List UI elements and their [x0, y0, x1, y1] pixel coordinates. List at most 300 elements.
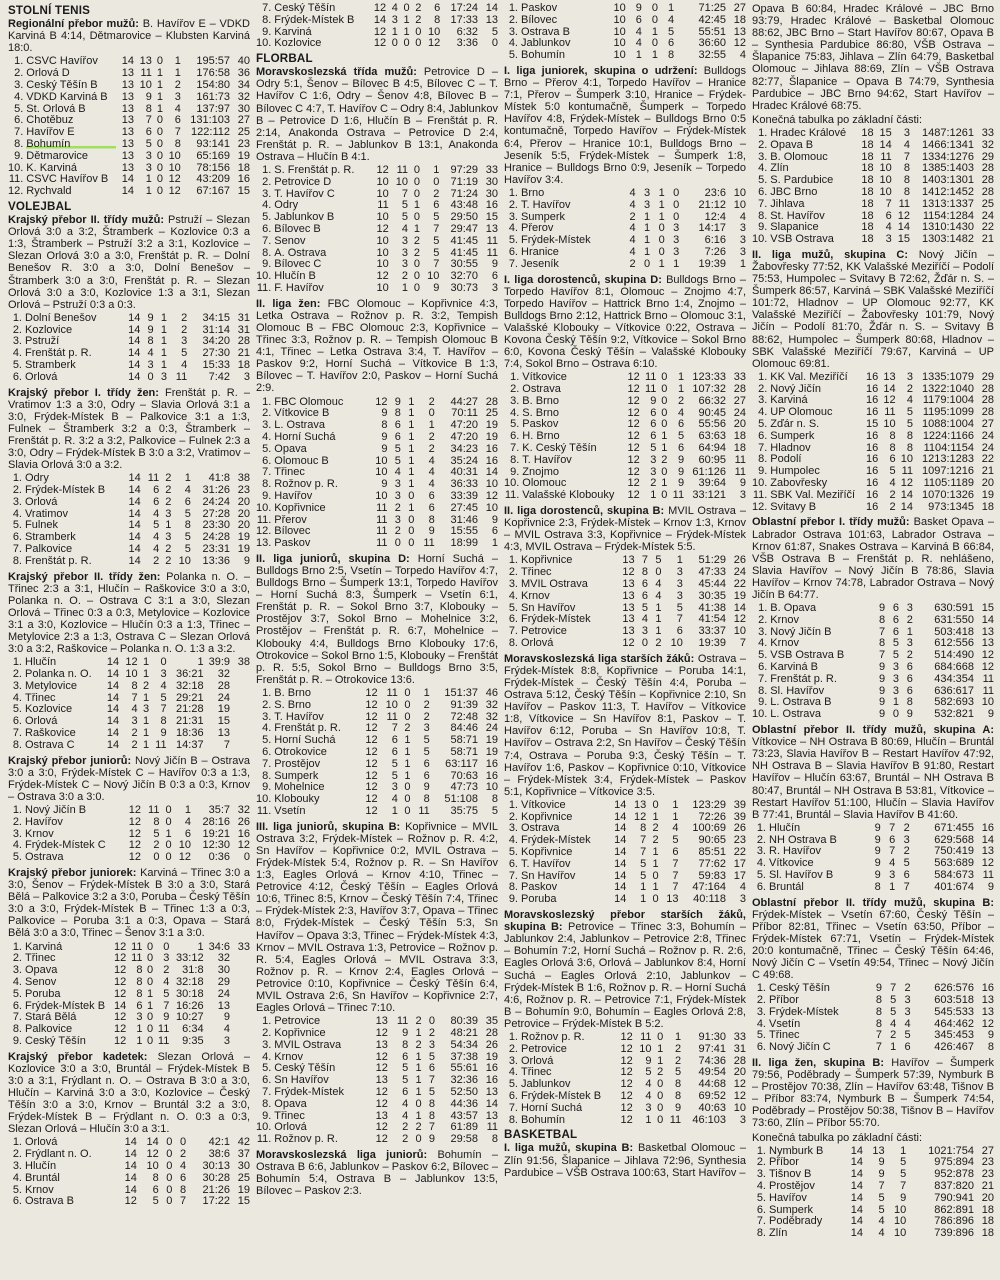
- cell-team: Bruntál: [769, 881, 804, 893]
- cell-score: 35:24: [450, 454, 478, 467]
- cell-number: 6: [889, 453, 896, 466]
- cell-number: 0: [147, 1011, 154, 1024]
- table-row: [8, 728, 250, 740]
- cell-number: 4: [153, 531, 160, 544]
- cell-team: Opava: [274, 443, 307, 455]
- cell-number: 1: [403, 25, 410, 38]
- cell-score: 61:89: [450, 1121, 478, 1134]
- cell-number: 5: [889, 465, 896, 478]
- cell-number: 6: [423, 769, 430, 782]
- cell-team: Český Těšín: [769, 983, 830, 995]
- cell-score: 750:419: [934, 845, 974, 858]
- cell-points: 25: [981, 197, 994, 210]
- cell-number: 2: [906, 649, 913, 662]
- cell-number: 6: [394, 430, 401, 443]
- cell-team: Krnov: [770, 614, 800, 626]
- cell-number: 7: [875, 1029, 882, 1042]
- cell-number: 14: [900, 500, 913, 513]
- cell-number: 1: [675, 1031, 682, 1043]
- cell-team: Český Těšín: [274, 3, 336, 14]
- cell-team: Hranice: [521, 246, 559, 258]
- cell-number: 14: [614, 810, 627, 823]
- cell-number: 0: [408, 513, 415, 526]
- cell-team: Třinec: [274, 467, 305, 479]
- cell-number: 12: [365, 793, 378, 806]
- cell-number: 2: [650, 477, 657, 490]
- cell-points: 34: [237, 78, 250, 91]
- cell-points: 20: [981, 1191, 994, 1204]
- cell-number: 15: [879, 126, 892, 139]
- cell-rank: 7.: [12, 543, 22, 555]
- cell-points: 15: [485, 211, 498, 224]
- cell-points: 21: [981, 233, 994, 246]
- cell-rank: 4.: [12, 839, 22, 852]
- cell-score: 71:25: [698, 2, 726, 14]
- cell-number: 2: [404, 722, 411, 735]
- table-row: [752, 709, 994, 721]
- cell-number: 8: [145, 102, 152, 115]
- cell-number: 16: [866, 477, 879, 490]
- cell-rank: 5.: [12, 358, 22, 371]
- cell-number: 2: [661, 453, 668, 466]
- cell-team: L. Ostrava: [274, 420, 326, 432]
- cell-number: 5: [890, 1005, 897, 1018]
- standings-table: [504, 555, 746, 649]
- cell-score: 85:51: [698, 846, 726, 859]
- cell-team: Frýdek-Místek: [769, 1006, 839, 1018]
- cell-points: 13: [485, 223, 498, 236]
- cell-number: 14: [373, 13, 387, 26]
- cell-points: 11: [486, 1121, 498, 1134]
- cell-number: 12: [620, 1031, 633, 1043]
- cell-number: 14: [850, 1156, 863, 1169]
- cell-number: 3: [401, 234, 409, 247]
- cell-number: 4: [402, 1097, 409, 1110]
- table-row: [752, 615, 994, 627]
- cell-number: 9: [645, 1054, 652, 1067]
- cell-number: 1: [197, 656, 204, 669]
- cell-rank: 2.: [508, 13, 518, 26]
- cell-number: 1: [160, 323, 167, 336]
- results-paragraph: [752, 249, 994, 370]
- standings-table: [8, 942, 250, 1048]
- cell-team: Prostějov: [769, 1181, 815, 1193]
- table-row: [752, 1193, 994, 1205]
- table-row: [8, 556, 250, 568]
- cell-number: 2: [423, 710, 430, 723]
- cell-team: Jihlava: [770, 198, 805, 210]
- cell-number: 14: [850, 1180, 863, 1193]
- table-row: [752, 490, 994, 502]
- cell-score: 1224:1166: [922, 429, 974, 442]
- cell-score: 64:94: [698, 442, 726, 455]
- cell-points: 14: [485, 1097, 498, 1110]
- cell-points: 42: [237, 1136, 250, 1149]
- cell-number: 14: [128, 554, 141, 567]
- cell-number: 10: [385, 698, 398, 711]
- cell-number: 9: [879, 602, 886, 615]
- cell-number: 10: [375, 489, 388, 502]
- cell-number: 9: [381, 478, 388, 491]
- cell-number: 12: [114, 1023, 127, 1036]
- cell-number: 4: [629, 245, 636, 258]
- table-row: [752, 1042, 994, 1054]
- cell-number: 11: [898, 197, 911, 210]
- cell-score: 631:550: [934, 613, 974, 626]
- results-text: Petrovice – Třinec 3:3, Bohumín – Jablunkov 2:4, Jablunkov – Petrovice 2:8, Třinec – Bohumín 7:2, Horní Suchá – Rožnov p. R. 2:6, Eagles Orlová 3:6, Orlová – Jablunkov 8:4, Horní Suchá – Eagles Orlová 2:10, Jablunkov – Frýdek-Místek B 1:6, Rožnov p. R. – Horní Suchá 4:6, Rožnov p. R. – Petrovice 7:1, Frýdek-Místek B – Bohumín 9:0, Bohumín – Eagles Orlová 2:8, Petrovice – Frýdek-Místek B 5:2.: [504, 921, 746, 1030]
- cell-score: 44:27: [450, 395, 478, 408]
- competition-name: Krajský přebor kadetek:: [8, 1050, 148, 1063]
- cell-number: 10: [879, 174, 892, 187]
- cell-number: 2: [906, 613, 913, 626]
- cell-rank: 11.: [256, 282, 272, 294]
- cell-number: 12: [375, 395, 388, 408]
- cell-number: 12: [376, 270, 389, 283]
- cell-score: 630:591: [934, 602, 974, 615]
- cell-number: 9: [874, 845, 881, 858]
- competition-name: Krajský přebor II. třídy mužů:: [8, 214, 164, 227]
- cell-number: 2: [401, 270, 409, 283]
- cell-number: 13: [633, 798, 647, 811]
- cell-number: 0: [403, 37, 410, 50]
- cell-number: 6: [433, 199, 440, 212]
- cell-rank: 6.: [758, 185, 768, 198]
- cell-rank: 2.: [508, 566, 518, 579]
- cell-number: 1: [413, 199, 421, 212]
- results-text: Nový Jičín – Žabovřesky 77:52, KK Valašské Meziříčí – Podolí 75:53, Humpolec – Svitavy B 72:62, Žďár n. S. – Šumperk 86:57, Karviná – SBK Valašské Meziříčí 101:72, Hladnov – UP Olomouc 92:77, KK Valašské Meziříčí – Žabovřesky 101:79, Nový Jičín – Podolí 81:70, Žďár n. S. – Svitavy B 88:62, Humpolec – Šumperk 80:68, Hladnov – SBK Valašské Meziříčí 79:67, Karviná – UP Olomouc 69:81.: [752, 248, 994, 370]
- cell-rank: 2.: [758, 613, 768, 626]
- cell-rank: 8.: [508, 1113, 518, 1126]
- table-row: [256, 38, 498, 50]
- cell-score: 122:112: [191, 126, 230, 139]
- cell-number: 12: [124, 1195, 137, 1208]
- cell-team: Orlová: [25, 1137, 58, 1149]
- cell-score: 837:820: [934, 1180, 974, 1193]
- cell-number: 9: [677, 477, 685, 490]
- cell-number: 1: [650, 489, 657, 502]
- cell-points: 30: [237, 102, 250, 115]
- cell-team: Brno: [521, 187, 545, 199]
- cell-points: 9: [243, 554, 250, 567]
- cell-score: 24:28: [202, 531, 230, 544]
- cell-number: 18: [861, 150, 874, 163]
- cell-number: 11: [640, 1031, 652, 1043]
- cell-team: Odry: [25, 473, 49, 485]
- cell-number: 0: [166, 1171, 173, 1184]
- cell-number: 1: [401, 282, 409, 294]
- cell-score: 21:12: [698, 198, 726, 211]
- cell-rank: 9.: [262, 258, 272, 271]
- cell-number: 10: [883, 418, 896, 431]
- standings-table: [256, 1016, 498, 1146]
- cell-number: 1: [677, 383, 685, 396]
- cell-points: 11: [982, 672, 994, 685]
- cell-points: 32: [237, 90, 250, 103]
- cell-number: 6: [641, 589, 649, 602]
- cell-team: Šumperk: [521, 211, 566, 223]
- cell-number: 10: [376, 234, 389, 247]
- cell-team: Vratimov: [25, 508, 68, 520]
- cell-number: 9: [423, 781, 430, 794]
- cell-number: 12: [620, 1054, 633, 1067]
- cell-points: 16: [485, 757, 498, 770]
- cell-number: 2: [181, 311, 188, 324]
- cell-rank: 3.: [756, 1168, 766, 1181]
- cell-team: St. Orlová B: [26, 103, 86, 115]
- cell-team: Mohelnice: [274, 782, 325, 794]
- cell-points: 14: [981, 833, 994, 846]
- table-row: [256, 700, 498, 712]
- cell-number: 2: [153, 554, 160, 567]
- cell-rank: 5.: [758, 649, 768, 662]
- results-text: Bulldogs Brno – Přerov 4:1, Torpedo Havířov – Hranice 7:1, Přerov – Šumperk 3:10, Hranice – Frýdek-Místek 5:0 kontumačně, Šumperk – Torpedo Havířov 4:8, Frýdek-Místek – Bulldogs Brno 0:5 kontumačně, Torpedo Havířov – Frýdek-Místek 6:4, Přerov – Hranice 10:1, Bulldogs Brno – Jeseník 5:5, Frýdek-Místek – Šumperk 1:8, Hranice – Bulldogs Brno 0:9, Jeseník – Torpedo Havířov 3:4.: [504, 64, 746, 186]
- sport-heading-basketbal: BASKETBAL: [504, 1128, 578, 1142]
- cell-team: CSVČ Havířov B: [26, 174, 109, 186]
- cell-points: 3: [243, 370, 250, 383]
- cell-rank: 3.: [508, 210, 518, 223]
- cell-number: 12: [627, 453, 640, 466]
- cell-number: 9: [381, 442, 388, 455]
- cell-number: 2: [890, 1029, 897, 1042]
- cell-number: 12: [627, 477, 640, 490]
- cell-points: 19: [733, 589, 746, 602]
- cell-number: 10: [146, 1159, 159, 1172]
- cell-rank: 4.: [758, 162, 768, 175]
- cell-number: 2: [179, 1148, 187, 1161]
- cell-team: H. Brno: [522, 431, 560, 443]
- cell-number: 4: [428, 454, 435, 467]
- cell-number: 4: [635, 25, 642, 38]
- table-row: [504, 579, 746, 591]
- cell-team: Frýdek-Místek C: [25, 840, 106, 852]
- table-row: [8, 1196, 250, 1208]
- competition-name: I. liga mužů, skupina B:: [504, 1142, 634, 1155]
- cell-rank: 8.: [12, 1023, 22, 1036]
- cell-points: 28: [981, 394, 994, 407]
- cell-score: 32:18: [176, 975, 204, 988]
- table-row: [504, 396, 746, 408]
- cell-team: Humpolec: [770, 466, 820, 478]
- cell-points: 19: [237, 531, 250, 544]
- cell-score: 41:38: [698, 601, 726, 614]
- table-row: [8, 139, 250, 151]
- cell-number: 12: [168, 185, 181, 198]
- cell-number: 8: [153, 815, 160, 828]
- cell-team: Znojmo: [522, 466, 559, 478]
- table-row: [256, 177, 498, 189]
- cell-number: 5: [402, 1074, 409, 1087]
- cell-number: 5: [433, 211, 440, 224]
- cell-score: 54:34: [450, 1038, 478, 1051]
- cell-number: 8: [903, 174, 911, 187]
- cell-points: 7: [739, 636, 746, 649]
- cell-score: 31:8: [182, 964, 204, 977]
- cell-team: Paskov: [274, 538, 311, 550]
- standings-table: [256, 397, 498, 550]
- cell-rank: 9.: [262, 1109, 272, 1122]
- cell-number: 6: [184, 495, 191, 508]
- cell-points: 4: [739, 210, 746, 223]
- cell-number: 1: [404, 745, 411, 758]
- cell-number: 14: [614, 857, 627, 870]
- cell-team: Jablunkov: [521, 1079, 571, 1091]
- cell-score: 27:45: [450, 501, 478, 514]
- table-row: [8, 852, 250, 864]
- cell-number: 7: [890, 982, 897, 995]
- cell-number: 0: [413, 164, 421, 177]
- cell-number: 4: [401, 223, 409, 236]
- cell-number: 6: [402, 1085, 409, 1098]
- results-text: B. Havířov E – VDKD Karviná B 4:14, Dětmarovice – Klubsten Karviná 18:0.: [8, 18, 250, 55]
- cell-points: 33: [733, 371, 746, 384]
- cell-team: Frýdek-Místek: [521, 614, 591, 626]
- cell-number: 1: [658, 257, 665, 270]
- cell-score: 195:57: [196, 55, 230, 68]
- cell-number: 0: [413, 175, 421, 188]
- cell-rank: 4.: [262, 1050, 272, 1063]
- cell-rank: 8.: [758, 209, 768, 222]
- cell-score: 1195:1099: [922, 406, 974, 419]
- cell-number: 9: [879, 661, 886, 674]
- cell-number: 6: [153, 484, 160, 497]
- cell-score: 176:58: [196, 67, 230, 80]
- table-row: [256, 688, 498, 700]
- cell-team: Orlová D: [26, 68, 70, 80]
- cell-number: 12: [620, 1089, 633, 1102]
- cell-number: 14: [106, 668, 120, 681]
- cell-points: 39: [733, 798, 746, 811]
- cell-score: 37:38: [450, 1050, 478, 1063]
- cell-team: Prostějov: [274, 758, 321, 770]
- cell-points: 22: [733, 846, 746, 859]
- cell-team: Kopřivnice: [521, 555, 573, 567]
- cell-number: 1: [900, 1144, 907, 1157]
- cell-number: 1: [677, 371, 685, 384]
- cell-points: 28: [981, 382, 994, 395]
- cell-score: 100:69: [692, 822, 726, 835]
- cell-rank: 1.: [756, 821, 766, 834]
- cell-team: Vítkovice: [522, 372, 567, 384]
- cell-team: Štramberk: [25, 532, 76, 544]
- table-row: [504, 490, 746, 502]
- cell-number: 8: [428, 1109, 435, 1122]
- cell-rank: 5.: [12, 987, 22, 1000]
- competition-name: II. liga juniorů, skupina D:: [256, 552, 410, 565]
- cell-number: 3: [401, 258, 409, 271]
- cell-rank: 7.: [510, 442, 520, 455]
- cell-number: 11: [147, 472, 160, 485]
- cell-number: 5: [145, 137, 152, 150]
- cell-number: 9: [160, 727, 167, 740]
- cell-score: 6:32: [456, 25, 478, 38]
- cell-number: 5: [904, 1029, 911, 1042]
- cell-rank: 3.: [508, 1054, 518, 1067]
- cell-number: 13: [121, 102, 135, 115]
- cell-number: 0: [165, 839, 172, 852]
- cell-number: 9: [878, 1168, 885, 1181]
- cell-number: 0: [661, 465, 668, 478]
- results-text: Opava B 60:84, Hradec Králové – JBC Brno 93:79, Hradec Králové – Basketbal Olomouc 88:62, JBC Brno – Start Havířov 80:67, Opava B – Synthesia Pardubice 86:80, VŠB Ostrava – Šlapanice 75:83, Jihlava – Zlín 64:79, Basketbal Olomouc – Jihlava 88:69, Zlín – VŠB Ostrava 82:77, Šlapanice – Opava B 74:79, Synthesia Pardubice – JBC Brno 94:62, Start Havířov – Hradec Králové 68:75.: [752, 3, 994, 112]
- table-row: [752, 234, 994, 246]
- cell-number: 0: [166, 1136, 173, 1149]
- cell-team: Bílovec: [274, 526, 311, 538]
- cell-number: 5: [153, 827, 160, 840]
- cell-number: 0: [413, 211, 421, 224]
- cell-number: 11: [386, 710, 398, 723]
- cell-points: 10: [733, 625, 746, 638]
- cell-rank: 5.: [508, 49, 518, 62]
- cell-number: 3: [673, 222, 680, 235]
- cell-rank: 4.: [14, 90, 24, 103]
- cell-number: 1: [408, 407, 415, 420]
- cell-team: Zlín: [769, 1228, 788, 1240]
- cell-rank: 4.: [758, 637, 768, 650]
- cell-score: 131:103: [190, 114, 230, 127]
- table-row: [504, 894, 746, 906]
- cell-number: 0: [147, 1023, 154, 1036]
- cell-number: 0: [147, 370, 154, 383]
- cell-points: 18: [733, 442, 746, 455]
- cell-rank: 9.: [262, 489, 272, 502]
- cell-number: 2: [677, 394, 685, 407]
- cell-points: 14: [981, 613, 994, 626]
- cell-number: 14: [614, 881, 627, 894]
- cell-rank: 5.: [508, 601, 518, 614]
- table-row: [8, 360, 250, 372]
- cell-number: 4: [635, 37, 642, 50]
- cell-points: 3: [739, 222, 746, 235]
- cell-number: 14: [128, 370, 141, 383]
- cell-score: 862:891: [934, 1203, 974, 1216]
- standings-table: [504, 1032, 746, 1126]
- cell-rank: 6.: [12, 999, 22, 1012]
- cell-number: 0: [651, 13, 659, 26]
- cell-rank: 2.: [12, 1148, 22, 1161]
- cell-rank: 7.: [12, 727, 22, 740]
- cell-number: 3: [676, 566, 683, 579]
- cell-team: Otrokovice: [274, 746, 327, 758]
- cell-team: Příbor: [769, 1157, 799, 1169]
- cell-number: 2: [903, 845, 910, 858]
- cell-score: 1105:1189: [923, 477, 974, 490]
- cell-points: 13: [981, 994, 994, 1007]
- cell-rank: 2.: [14, 67, 24, 80]
- cell-rank: 1.: [758, 602, 768, 615]
- cell-rank: 4.: [262, 199, 272, 212]
- cell-rank: 1.: [12, 311, 22, 324]
- cell-number: 11: [175, 370, 188, 383]
- cell-number: 1: [184, 472, 191, 485]
- cell-score: 71:24: [450, 187, 478, 200]
- cell-team: Havířov: [25, 816, 63, 828]
- cell-number: 14: [121, 173, 135, 186]
- cell-number: 5: [184, 543, 191, 555]
- cell-number: 4: [402, 1109, 409, 1122]
- cell-number: 1: [165, 827, 172, 840]
- table-row: [504, 591, 746, 603]
- cell-team: S. Brno: [274, 699, 311, 711]
- cell-rank: 5.: [262, 442, 272, 455]
- cell-rank: 1.: [12, 472, 22, 485]
- results-text: Pstruží – Slezan Orlová 3:0 a 3:2, Štramberk – Kozlovice 0:3 a 1:3, Štramberk – Pstruží 3:2 a 3:1, Kozlovice – Slezan Orlová 3:0 a 3:0, Frenštát p. R. – Dolní Benešov R. 3:0 a 3:0, Dolní Benešov – Štramberk 3:0 a 3:0, Frenštát p. R. – Slezan Orlová 3:0 a 3:0, Kozlovice 1:3 a 3:1, Slezan Orlová – Pstruží 0:3 a 0:3.: [8, 214, 250, 311]
- cell-number: 3: [181, 335, 188, 348]
- cell-number: 4: [179, 1159, 187, 1172]
- table-row: [8, 151, 250, 163]
- cell-points: 11: [734, 465, 746, 478]
- cell-points: 5: [491, 25, 498, 38]
- cell-number: 1: [142, 656, 150, 669]
- cell-points: 28: [217, 679, 230, 692]
